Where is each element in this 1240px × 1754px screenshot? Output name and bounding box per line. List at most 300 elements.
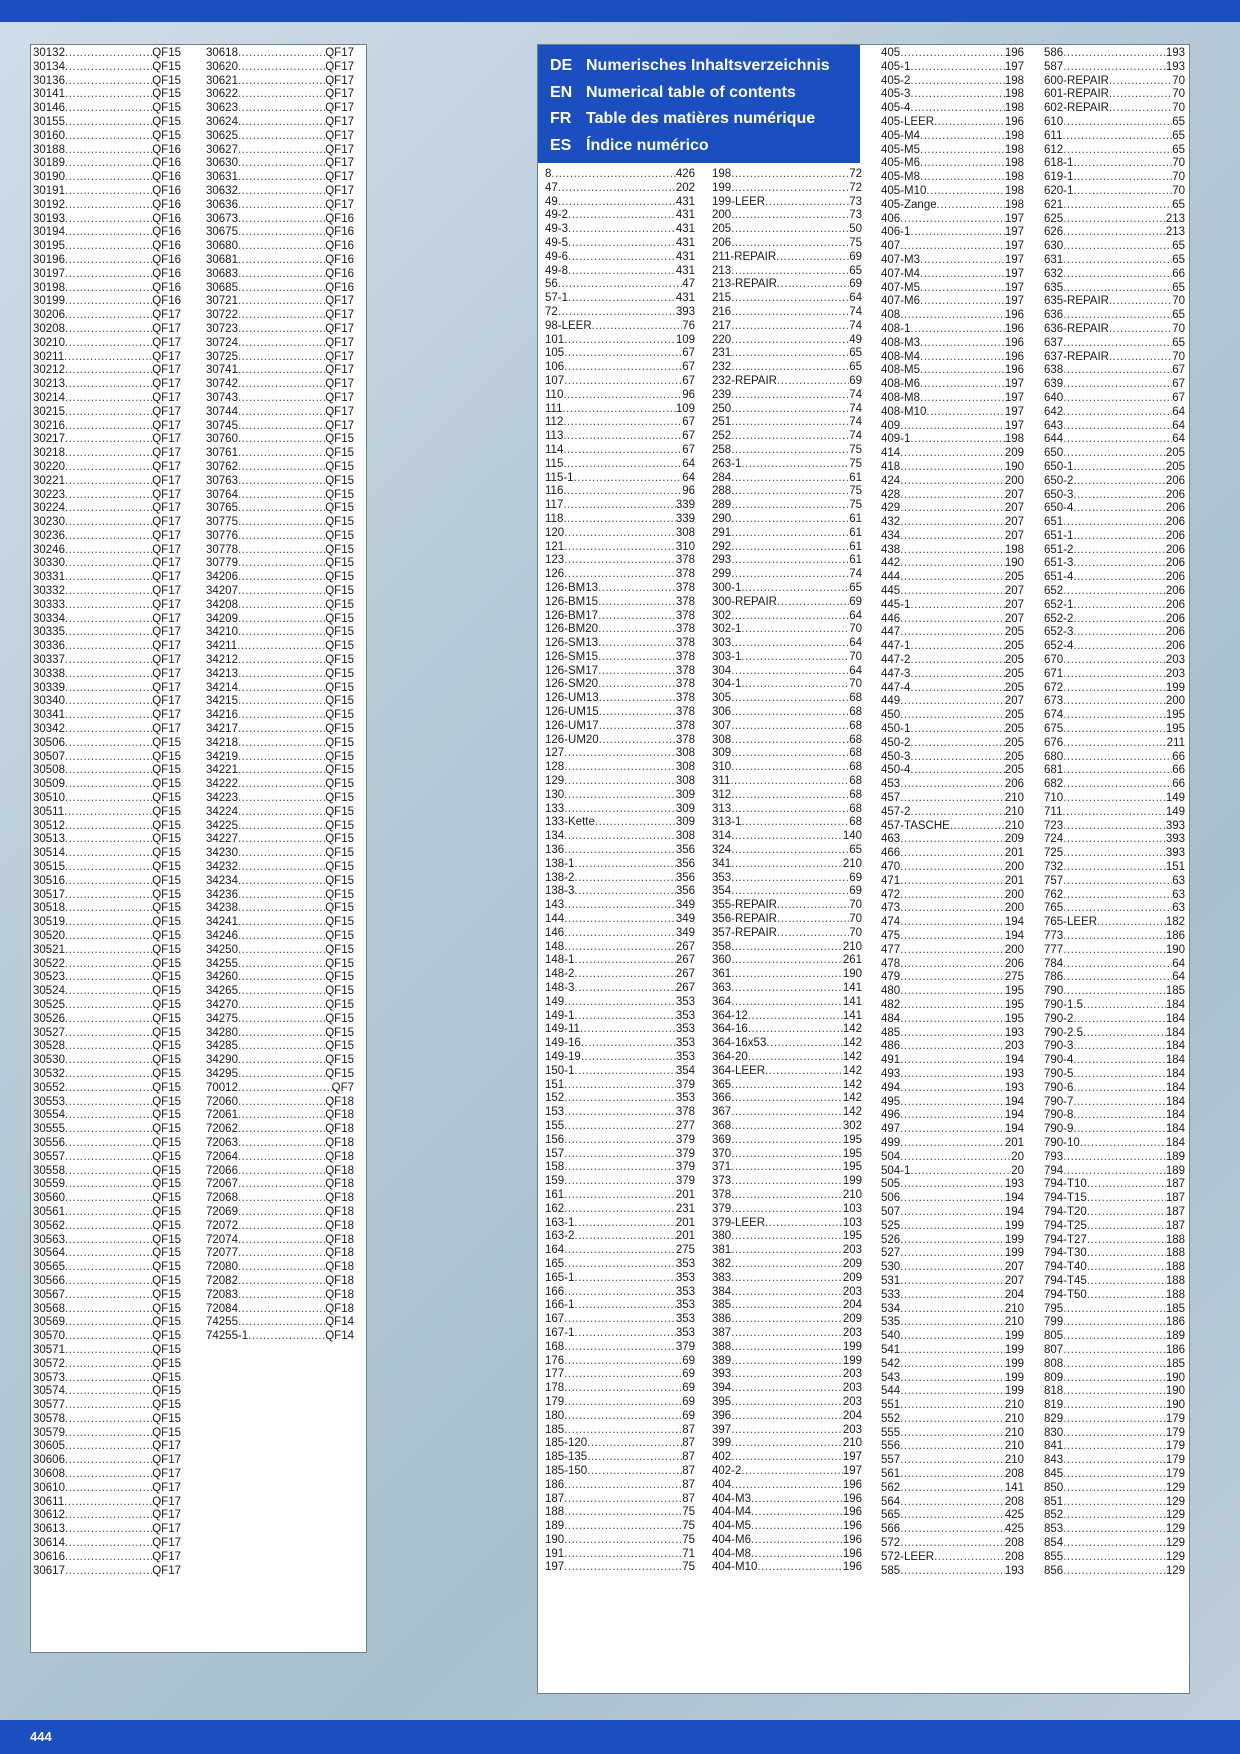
entry-page: QF18 — [325, 1178, 354, 1191]
entry-number: 486 — [881, 1040, 901, 1053]
entry-number: 370 — [712, 1147, 732, 1160]
index-entry — [1044, 1440, 1185, 1454]
index-entry — [712, 334, 862, 348]
dot-leader — [238, 1220, 325, 1234]
entry-page: 309 — [675, 788, 695, 801]
dot-leader — [558, 182, 676, 196]
entry-page: QF17 — [325, 419, 354, 432]
entry-number: 650-1 — [1044, 460, 1074, 473]
index-entry — [206, 130, 354, 144]
index-entry — [712, 237, 862, 251]
entry-number: 30675 — [206, 226, 238, 239]
entry-page: 206 — [1165, 585, 1185, 598]
dot-leader — [1109, 102, 1172, 116]
entry-page: 431 — [675, 292, 695, 305]
index-entry — [545, 941, 695, 955]
entry-page: 210 — [1004, 1426, 1024, 1439]
index-entry — [881, 557, 1024, 571]
entry-page: 193 — [1004, 1564, 1024, 1577]
entry-page: 67 — [682, 430, 695, 443]
dot-leader — [731, 223, 849, 237]
dot-leader — [1109, 75, 1172, 89]
index-entry — [206, 254, 354, 268]
index-entry — [33, 1565, 181, 1579]
index-entry — [881, 1261, 1024, 1275]
entry-number: 114 — [545, 443, 564, 456]
entry-number: 30134 — [33, 60, 65, 73]
entry-page: 20 — [1011, 1150, 1024, 1163]
dot-leader — [65, 999, 152, 1013]
entry-number: 652 — [1044, 585, 1064, 598]
dot-leader — [900, 1109, 1005, 1123]
entry-number: 30761 — [206, 447, 238, 460]
dot-leader — [1073, 530, 1165, 544]
dot-leader — [238, 613, 325, 627]
entry-page: QF15 — [325, 998, 354, 1011]
entry-number: 153 — [545, 1106, 565, 1119]
entry-page: 182 — [1165, 916, 1185, 929]
dot-leader — [564, 1382, 682, 1396]
entry-page: QF15 — [325, 612, 354, 625]
dot-leader — [910, 1165, 1011, 1179]
dot-leader — [238, 916, 325, 930]
index-entry — [881, 530, 1024, 544]
entry-number: 8 — [545, 168, 552, 180]
dot-leader — [1063, 764, 1172, 778]
index-entry — [545, 1382, 695, 1396]
index-entry — [881, 461, 1024, 475]
dot-leader — [900, 916, 1005, 930]
entry-page: 70 — [1172, 102, 1185, 115]
entry-page: QF17 — [152, 571, 181, 584]
entry-number: 651-4 — [1044, 571, 1074, 584]
index-entry — [712, 389, 862, 403]
entry-page: QF17 — [152, 626, 181, 639]
dot-leader — [900, 833, 1005, 847]
entry-page: 70 — [1172, 171, 1185, 184]
index-entry — [1044, 778, 1185, 792]
dot-leader — [1063, 1303, 1166, 1317]
entry-page: QF14 — [325, 1316, 354, 1329]
index-entry — [206, 820, 354, 834]
dot-leader — [238, 75, 325, 89]
index-entry — [1044, 709, 1185, 723]
entry-number: 602-REPAIR — [1044, 102, 1109, 115]
dot-leader — [64, 351, 152, 365]
entry-number: 30721 — [206, 295, 238, 308]
entry-page: 189 — [1165, 1164, 1185, 1177]
index-entry — [881, 792, 1024, 806]
entry-number: 388 — [712, 1340, 732, 1353]
dot-leader — [900, 1137, 1005, 1151]
dot-leader — [238, 102, 325, 116]
dot-leader — [731, 1396, 843, 1410]
dot-leader — [910, 751, 1004, 765]
entry-number: 34236 — [206, 888, 238, 901]
entry-number: 34275 — [206, 1012, 238, 1025]
entry-number: 786 — [1044, 971, 1064, 984]
index-entry — [33, 516, 181, 530]
entry-page: QF15 — [325, 529, 354, 542]
dot-leader — [65, 323, 152, 337]
index-entry — [33, 1399, 181, 1413]
entry-page: 431 — [675, 250, 695, 263]
entry-number: 313-1 — [712, 816, 742, 829]
dot-leader — [574, 982, 675, 996]
entry-page: 72 — [849, 181, 862, 194]
entry-page: QF17 — [152, 391, 181, 404]
entry-number: 206 — [712, 236, 732, 249]
index-entry — [545, 527, 695, 541]
index-entry — [1044, 1178, 1185, 1192]
index-entry — [206, 916, 354, 930]
index-entry — [545, 1272, 695, 1286]
index-entry — [206, 806, 354, 820]
entry-page: 431 — [675, 223, 695, 236]
entry-number: 220 — [712, 333, 732, 346]
entry-page: 75 — [682, 1520, 695, 1533]
dot-leader — [238, 737, 325, 751]
entry-page: 210 — [1004, 1454, 1024, 1467]
index-entry — [1044, 502, 1185, 516]
dot-leader — [1073, 157, 1172, 171]
entry-number: 852 — [1044, 1509, 1064, 1522]
dot-leader — [1063, 654, 1166, 668]
entry-page: 205 — [1004, 667, 1024, 680]
entry-number: 217 — [712, 319, 732, 332]
index-entry — [206, 171, 354, 185]
entry-page: 65 — [1172, 240, 1185, 253]
index-entry — [1044, 226, 1185, 240]
entry-page: 65 — [1172, 143, 1185, 156]
index-entry — [1044, 1523, 1185, 1537]
entry-number: 117 — [545, 499, 564, 512]
index-entry — [712, 1299, 862, 1313]
entry-number: 610 — [1044, 115, 1064, 128]
dot-leader — [65, 1178, 152, 1192]
dot-leader — [731, 554, 849, 568]
entry-page: 210 — [1004, 792, 1024, 805]
entry-number: 30722 — [206, 309, 238, 322]
index-entry — [1044, 985, 1185, 999]
dot-leader — [900, 985, 1005, 999]
dot-leader — [731, 1148, 843, 1162]
entry-number: 116 — [545, 485, 564, 498]
entry-page: 201 — [1004, 874, 1024, 887]
index-entry — [712, 665, 862, 679]
entry-page: 213 — [1165, 212, 1185, 225]
dot-leader — [65, 364, 152, 378]
dot-leader — [731, 968, 843, 982]
entry-page: 209 — [842, 1257, 862, 1270]
entry-number: 185-135 — [545, 1451, 588, 1464]
dot-leader — [731, 334, 849, 348]
dot-leader — [1087, 1275, 1166, 1289]
entry-page: 393 — [1165, 847, 1185, 860]
entry-number: 652-2 — [1044, 612, 1074, 625]
dot-leader — [1063, 1399, 1166, 1413]
entry-number: 306 — [712, 706, 732, 719]
index-entry — [206, 1027, 354, 1041]
index-entry — [1044, 1027, 1185, 1041]
dot-leader — [238, 1275, 325, 1289]
entry-number: 166 — [545, 1285, 565, 1298]
dot-leader — [238, 199, 325, 213]
entry-page: 353 — [675, 1326, 695, 1339]
index-entry — [33, 130, 181, 144]
dot-leader — [1063, 709, 1166, 723]
entry-number: 128 — [545, 761, 565, 774]
entry-number: 231 — [712, 347, 732, 360]
entry-page: 184 — [1165, 1136, 1185, 1149]
dot-leader — [1063, 254, 1172, 268]
dot-leader — [1062, 130, 1172, 144]
index-entry — [545, 1341, 695, 1355]
entry-page: 308 — [675, 747, 695, 760]
dot-leader — [730, 775, 849, 789]
index-entry — [881, 1344, 1024, 1358]
dot-leader — [731, 389, 849, 403]
dot-leader — [1063, 144, 1172, 158]
entry-page: QF15 — [325, 488, 354, 501]
entry-number: 30569 — [33, 1316, 65, 1329]
dot-leader — [65, 1427, 152, 1441]
entry-number: 794-T40 — [1044, 1261, 1087, 1274]
dot-leader — [65, 447, 152, 461]
dot-leader — [731, 485, 849, 499]
entry-page: 200 — [1004, 474, 1024, 487]
index-entry — [881, 1068, 1024, 1082]
entry-page: 74 — [849, 319, 862, 332]
index-entry — [545, 582, 695, 596]
entry-number: 115-1 — [545, 471, 574, 484]
dot-leader — [564, 541, 676, 555]
entry-number: 30762 — [206, 460, 238, 473]
dot-leader — [568, 223, 676, 237]
entry-number: 30578 — [33, 1412, 65, 1425]
entry-page: 70 — [849, 913, 862, 926]
index-entry — [206, 1040, 354, 1054]
entry-page: 194 — [1004, 1054, 1024, 1067]
entry-page: 75 — [849, 236, 862, 249]
dot-leader — [564, 568, 676, 582]
entry-number: 632 — [1044, 267, 1064, 280]
dot-leader — [1063, 1151, 1166, 1165]
dot-leader — [1063, 985, 1166, 999]
entry-number: 790-2 — [1044, 1012, 1074, 1025]
dot-leader — [238, 516, 325, 530]
entry-number: 72 — [545, 305, 558, 318]
index-entry — [206, 640, 354, 654]
dot-leader — [731, 306, 849, 320]
index-entry — [545, 734, 695, 748]
dot-leader — [65, 1013, 152, 1027]
dot-leader — [563, 499, 675, 513]
index-entry — [1044, 999, 1185, 1013]
dot-leader — [587, 1451, 682, 1465]
entry-page: QF17 — [325, 309, 354, 322]
entry-number: 205 — [712, 223, 732, 236]
dot-leader — [587, 1437, 682, 1451]
dot-leader — [238, 958, 325, 972]
index-entry — [33, 737, 181, 751]
index-entry — [33, 958, 181, 972]
index-entry — [33, 1316, 181, 1330]
entry-number: 34211 — [206, 640, 238, 653]
entry-number: 404-M8 — [712, 1547, 751, 1560]
index-entry — [206, 709, 354, 723]
index-entry — [712, 1148, 862, 1162]
index-entry — [712, 941, 862, 955]
entry-page: QF18 — [325, 1123, 354, 1136]
entry-number: 418 — [881, 460, 901, 473]
entry-number: 626 — [1044, 226, 1064, 239]
entry-number: 178 — [545, 1382, 565, 1395]
index-entry — [545, 1451, 695, 1465]
entry-number: 313 — [712, 802, 732, 815]
dot-leader — [65, 1551, 152, 1565]
dot-leader — [920, 282, 1005, 296]
entry-number: 30513 — [33, 833, 65, 846]
dot-leader — [65, 1385, 152, 1399]
entry-number: 34250 — [206, 943, 238, 956]
index-entry — [881, 1054, 1024, 1068]
entry-page: 67 — [682, 361, 695, 374]
dot-leader — [900, 585, 1005, 599]
dot-leader — [65, 1440, 152, 1454]
entry-number: 471 — [881, 874, 901, 887]
dot-leader — [731, 1230, 843, 1244]
entry-number: 675 — [1044, 723, 1064, 736]
entry-number: 356-REPAIR — [712, 913, 777, 926]
entry-page: 68 — [849, 692, 862, 705]
index-entry — [33, 1220, 181, 1234]
entry-number: 369 — [712, 1133, 732, 1146]
index-entry — [712, 403, 862, 417]
dot-leader — [238, 695, 325, 709]
entry-number: 405-M10 — [881, 184, 927, 197]
dot-leader — [568, 209, 676, 223]
entry-number: 404-M4 — [712, 1506, 751, 1519]
entry-number: 34222 — [206, 778, 238, 791]
index-entry — [545, 996, 695, 1010]
top-color-bar — [0, 0, 1240, 22]
entry-number: 30624 — [206, 115, 238, 128]
dot-leader — [910, 806, 1004, 820]
dot-leader — [777, 596, 849, 610]
entry-page: 200 — [1004, 861, 1024, 874]
entry-page: 275 — [675, 1244, 695, 1257]
index-entry — [1044, 1151, 1185, 1165]
index-entry — [33, 1427, 181, 1441]
entry-page: QF15 — [152, 1371, 181, 1384]
entry-number: 449 — [881, 695, 901, 708]
entry-number: 177 — [545, 1368, 565, 1381]
dot-leader — [238, 185, 325, 199]
entry-number: 30572 — [33, 1357, 65, 1370]
dot-leader — [238, 889, 325, 903]
dot-leader — [1087, 1206, 1166, 1220]
entry-page: 66 — [1172, 764, 1185, 777]
dot-leader — [765, 1065, 843, 1079]
dot-leader — [910, 682, 1004, 696]
entry-page: 196 — [1004, 322, 1024, 335]
entry-number: 118 — [545, 512, 564, 525]
index-entry — [712, 485, 862, 499]
dot-leader — [568, 292, 676, 306]
index-entry — [206, 1082, 354, 1096]
dot-leader — [238, 351, 325, 365]
dot-leader — [731, 1272, 843, 1286]
dot-leader — [238, 764, 325, 778]
entry-number: 134 — [545, 830, 565, 843]
dot-leader — [564, 941, 676, 955]
index-entry — [712, 582, 862, 596]
entry-page: 65 — [849, 581, 862, 594]
entry-number: 496 — [881, 1109, 901, 1122]
index-entry — [881, 226, 1024, 240]
index-entry — [545, 196, 695, 210]
index-entry — [545, 499, 695, 513]
dot-leader — [564, 830, 676, 844]
entry-page: 64 — [1172, 433, 1185, 446]
entry-page: QF17 — [325, 74, 354, 87]
entry-page: QF15 — [325, 640, 354, 653]
entry-number: 126-UM15 — [545, 706, 599, 719]
index-entry — [712, 637, 862, 651]
entry-number: 232 — [712, 361, 732, 374]
entry-number: 450 — [881, 709, 901, 722]
entry-page: QF15 — [325, 943, 354, 956]
entry-number: 30523 — [33, 971, 65, 984]
dot-leader — [731, 803, 849, 817]
entry-number: 765-LEER — [1044, 916, 1098, 929]
entry-number: 211-REPAIR — [712, 250, 777, 263]
dot-leader — [1073, 171, 1172, 185]
index-entry — [881, 1082, 1024, 1096]
dot-leader — [564, 1106, 676, 1120]
entry-page: 74 — [849, 388, 862, 401]
dot-leader — [65, 820, 152, 834]
index-entry — [545, 541, 695, 555]
dot-leader — [65, 1027, 152, 1041]
index-entry — [881, 351, 1024, 365]
dot-leader — [65, 889, 152, 903]
entry-page: 198 — [1004, 543, 1024, 556]
entry-page: QF17 — [152, 1564, 181, 1577]
entry-page: 65 — [849, 844, 862, 857]
index-entry — [712, 1341, 862, 1355]
dot-leader — [574, 1065, 675, 1079]
dot-leader — [65, 571, 152, 585]
entry-number: 30512 — [33, 819, 65, 832]
entry-page: 231 — [675, 1202, 695, 1215]
index-entry — [1044, 406, 1185, 420]
entry-number: 672 — [1044, 681, 1064, 694]
dot-leader — [238, 1234, 325, 1248]
entry-page: 61 — [849, 512, 862, 525]
index-entry — [1044, 516, 1185, 530]
entry-number: 30514 — [33, 847, 65, 860]
index-entry — [881, 585, 1024, 599]
entry-page: 205 — [1004, 736, 1024, 749]
dot-leader — [731, 858, 843, 872]
index-entry — [33, 806, 181, 820]
entry-number: 34208 — [206, 598, 238, 611]
index-entry — [881, 1496, 1024, 1510]
dot-leader — [595, 816, 676, 830]
entry-number: 300-REPAIR — [712, 595, 777, 608]
